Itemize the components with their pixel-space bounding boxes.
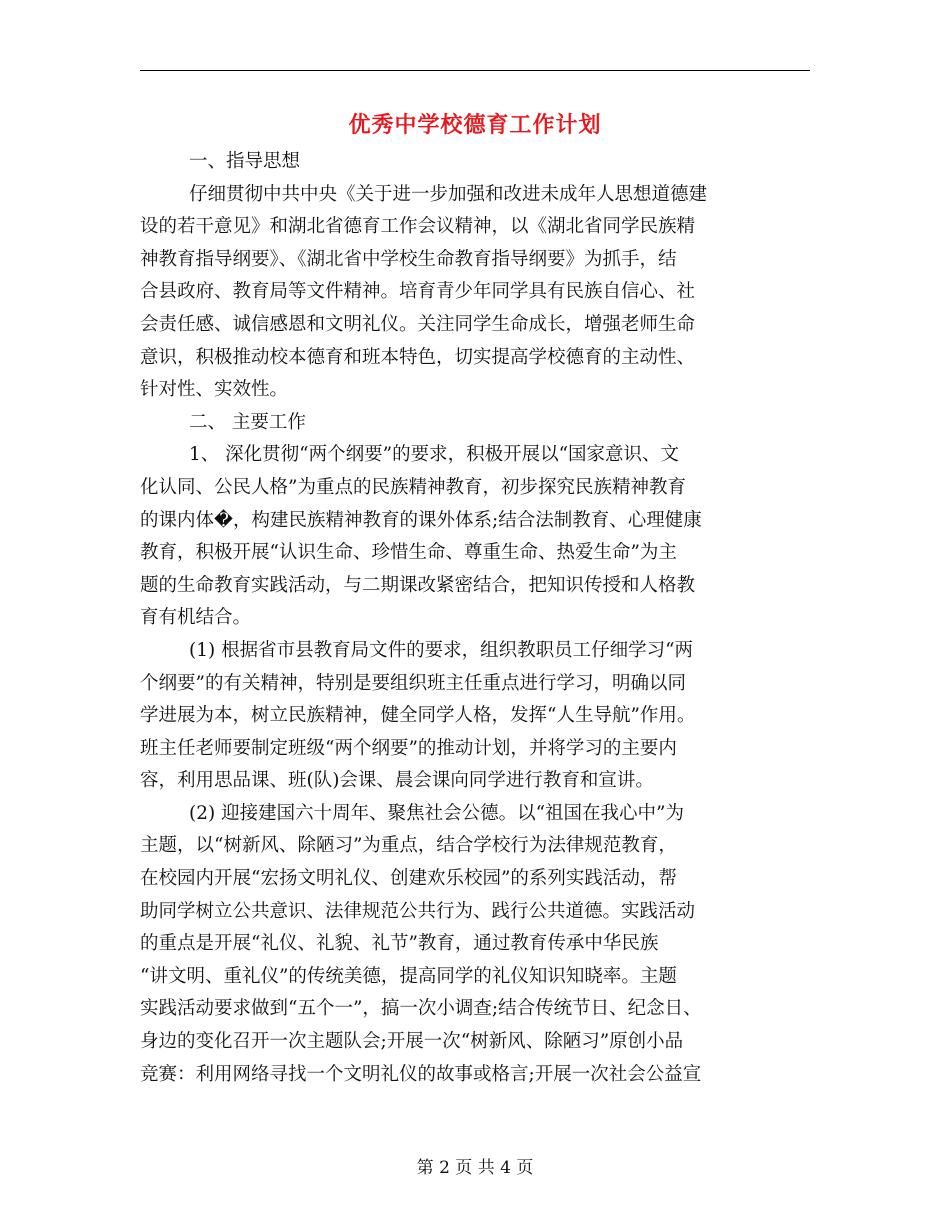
text-line: 1、 深化贯彻“两个纲要”的要求，积极开展以“国家意识、文 <box>189 444 680 466</box>
text-line: 学进展为本，树立民族精神，健全同学人格，发挥“人生导航”作用。 <box>140 705 696 727</box>
text-line: 神教育指导纲要》、《湖北省中学校生命教育指导纲要》为抓手，结 <box>140 248 677 270</box>
text-line: 身边的变化召开一次主题队会;开展一次“树新风、除陋习”原创小品 <box>140 1031 684 1053</box>
text-line: 个纲要”的有关精神，特别是要组织班主任重点进行学习，明确以同 <box>140 672 686 694</box>
text-line: 设的若干意见》和湖北省德育工作会议精神，以《湖北省同学民族精 <box>140 216 696 238</box>
text-line: 实践活动要求做到“五个一”，搞一次小调查;结合传统节日、纪念日、 <box>140 998 702 1020</box>
text-line: 题的生命教育实践活动，与二期课改紧密结合，把知识传授和人格教 <box>140 574 696 596</box>
text-line: 班主任老师要制定班级“两个纲要”的推动计划，并将学习的主要内 <box>140 737 677 759</box>
text-line: 竞赛：利用网络寻找一个文明礼仪的故事或格言;开展一次社会公益宣 <box>140 1063 702 1085</box>
text-line: 针对性、实效性。 <box>140 379 289 401</box>
text-line: 的课内体�，构建民族精神教育的课外体系;结合法制教育、心理健康 <box>140 509 702 531</box>
text-line: 育有机结合。 <box>140 607 252 629</box>
text-line: 助同学树立公共意识、法律规范公共行为、践行公共道德。实践活动 <box>140 900 696 922</box>
text-line: 的重点是开展“礼仪、礼貌、礼节”教育，通过教育传承中华民族 <box>140 933 659 955</box>
text-line: 在校园内开展“宏扬文明礼仪、创建欢乐校园”的系列实践活动，帮 <box>140 868 677 890</box>
text-line: 合县政府、教育局等文件精神。培育青少年同学具有民族自信心、社 <box>140 281 696 303</box>
document-body <box>140 146 812 1091</box>
header-rule <box>140 70 810 71</box>
text-line: (1) 根据省市县教育局文件的要求，组织教职员工仔细学习“两 <box>189 639 694 661</box>
text-line: 主题，以“树新风、除陋习”为重点，结合学校行为法律规范教育， <box>140 835 677 857</box>
text-line: 会责任感、诚信感恩和文明礼仪。关注同学生命成长，增强老师生命 <box>140 313 696 335</box>
text-line: “讲文明、重礼仪”的传统美德，提高同学的礼仪知识知晓率。主题 <box>140 965 677 987</box>
text-line: 教育，积极开展“认识生命、珍惜生命、尊重生命、热爱生命”为主 <box>140 542 677 564</box>
page-number: 第 2 页 共 4 页 <box>416 1158 534 1178</box>
text-line: 仔细贯彻中共中央《关于进一步加强和改进未成年人思想道德建 <box>189 183 708 205</box>
text-line: 化认同、公民人格”为重点的民族精神教育，初步探究民族精神教育 <box>140 476 686 498</box>
page-title: 优秀中学校德育工作计划 <box>348 113 602 138</box>
text-line: 容，利用思品课、班(队)会课、晨会课向同学进行教育和宣讲。 <box>140 770 654 792</box>
text-line: 二、 主要工作 <box>189 411 306 433</box>
text-line: 意识，积极推动校本德育和班本特色，切实提高学校德育的主动性、 <box>140 346 696 368</box>
text-line: (2) 迎接建国六十周年、聚焦社会公德。以“祖国在我心中”为 <box>189 802 685 824</box>
text-line: 一、指导思想 <box>189 151 301 172</box>
